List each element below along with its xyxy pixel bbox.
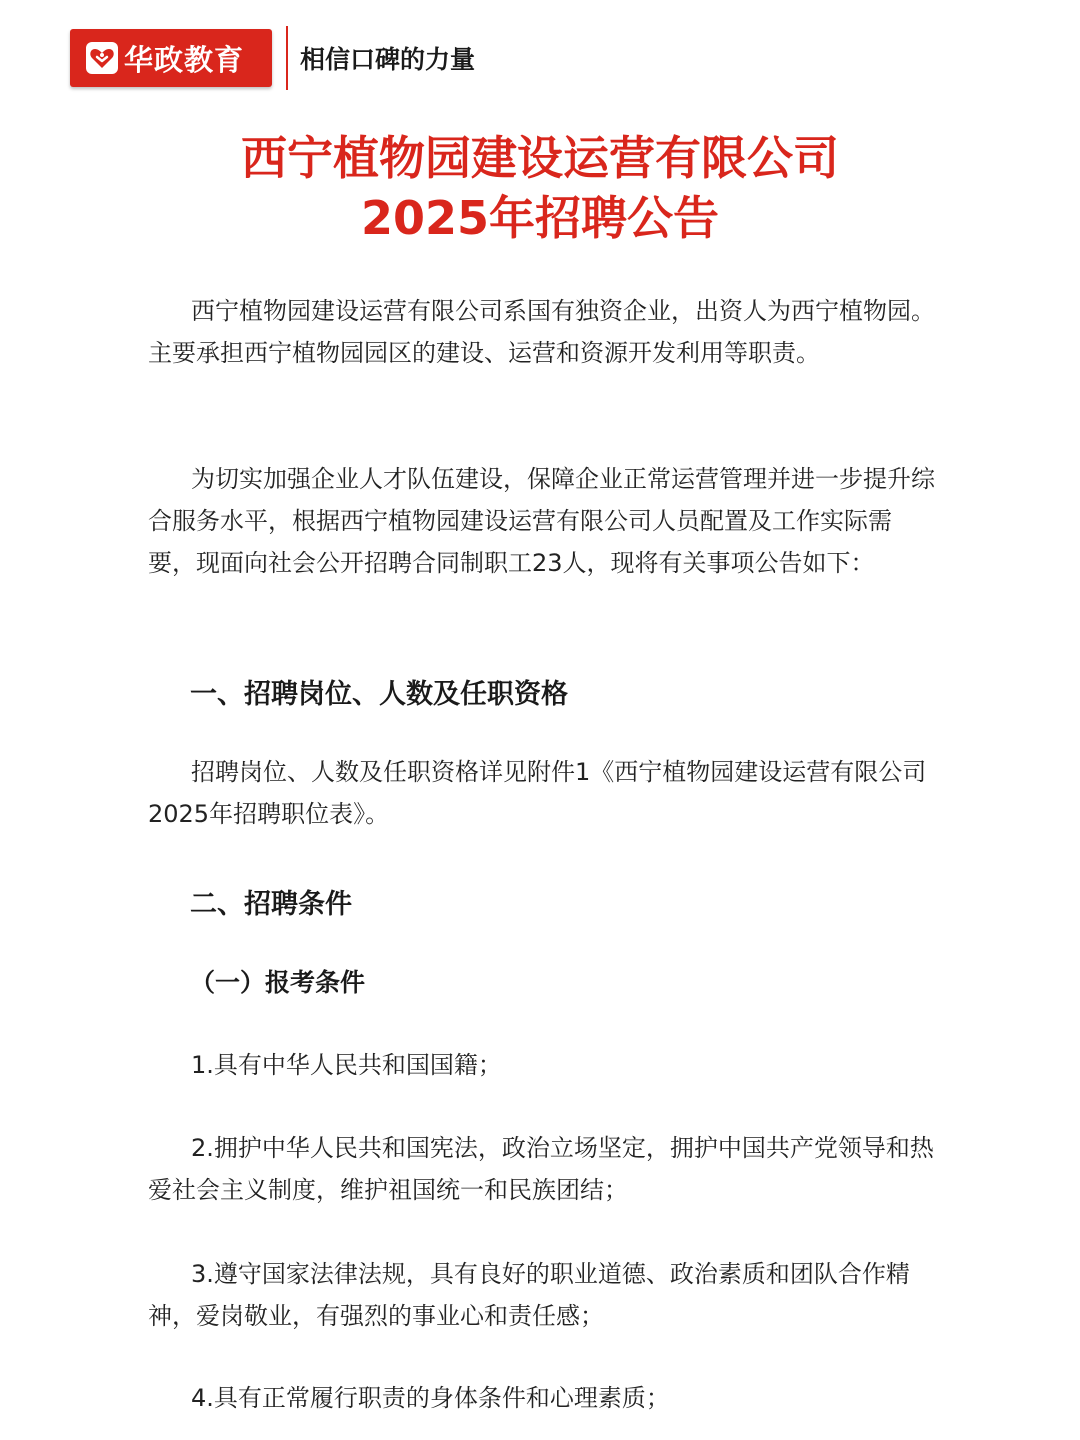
heart-handshake-icon bbox=[86, 42, 118, 74]
condition-item: 1.具有中华人民共和国国籍； bbox=[191, 1051, 502, 1079]
title-line-2: 2025年招聘公告 bbox=[360, 191, 720, 245]
section-1-text: 招聘岗位、人数及任职资格详见附件1《西宁植物园建设运营有限公司2025年招聘职位表》。 bbox=[148, 758, 927, 828]
section-1-heading: 一、招聘岗位、人数及任职资格 bbox=[190, 679, 568, 710]
header-divider bbox=[286, 26, 288, 90]
condition-item: 3.遵守国家法律法规，具有良好的职业道德、政治素质和团队合作精神，爱岗敬业，有强烈的事业心和责任感； bbox=[148, 1260, 910, 1330]
intro-paragraph: 西宁植物园建设运营有限公司系国有独资企业，出资人为西宁植物园。主要承担西宁植物园园区的建设、运营和资源开发利用等职责。 bbox=[148, 297, 935, 367]
section-2-heading: 二、招聘条件 bbox=[190, 889, 352, 920]
logo-text: 华政教育 bbox=[124, 42, 245, 77]
condition-item: 4.具有正常履行职责的身体条件和心理素质； bbox=[191, 1384, 670, 1412]
title-line-1: 西宁植物园建设运营有限公司 bbox=[241, 131, 839, 185]
page-title bbox=[0, 128, 1080, 248]
condition-item: 2.拥护中华人民共和国宪法，政治立场坚定，拥护中国共产党领导和热爱社会主义制度，维护祖国统一和民族团结； bbox=[148, 1134, 934, 1204]
header bbox=[70, 28, 475, 88]
purpose-paragraph: 为切实加强企业人才队伍建设，保障企业正常运营管理并进一步提升综合服务水平，根据西宁植物园建设运营有限公司人员配置及工作实际需要，现面向社会公开招聘合同制职工23人，现将有关事项公告如下： bbox=[148, 465, 935, 577]
slogan: 相信口碑的力量 bbox=[300, 45, 476, 74]
brand-logo bbox=[70, 29, 272, 87]
section-2-subheading: （一）报考条件 bbox=[190, 968, 366, 997]
